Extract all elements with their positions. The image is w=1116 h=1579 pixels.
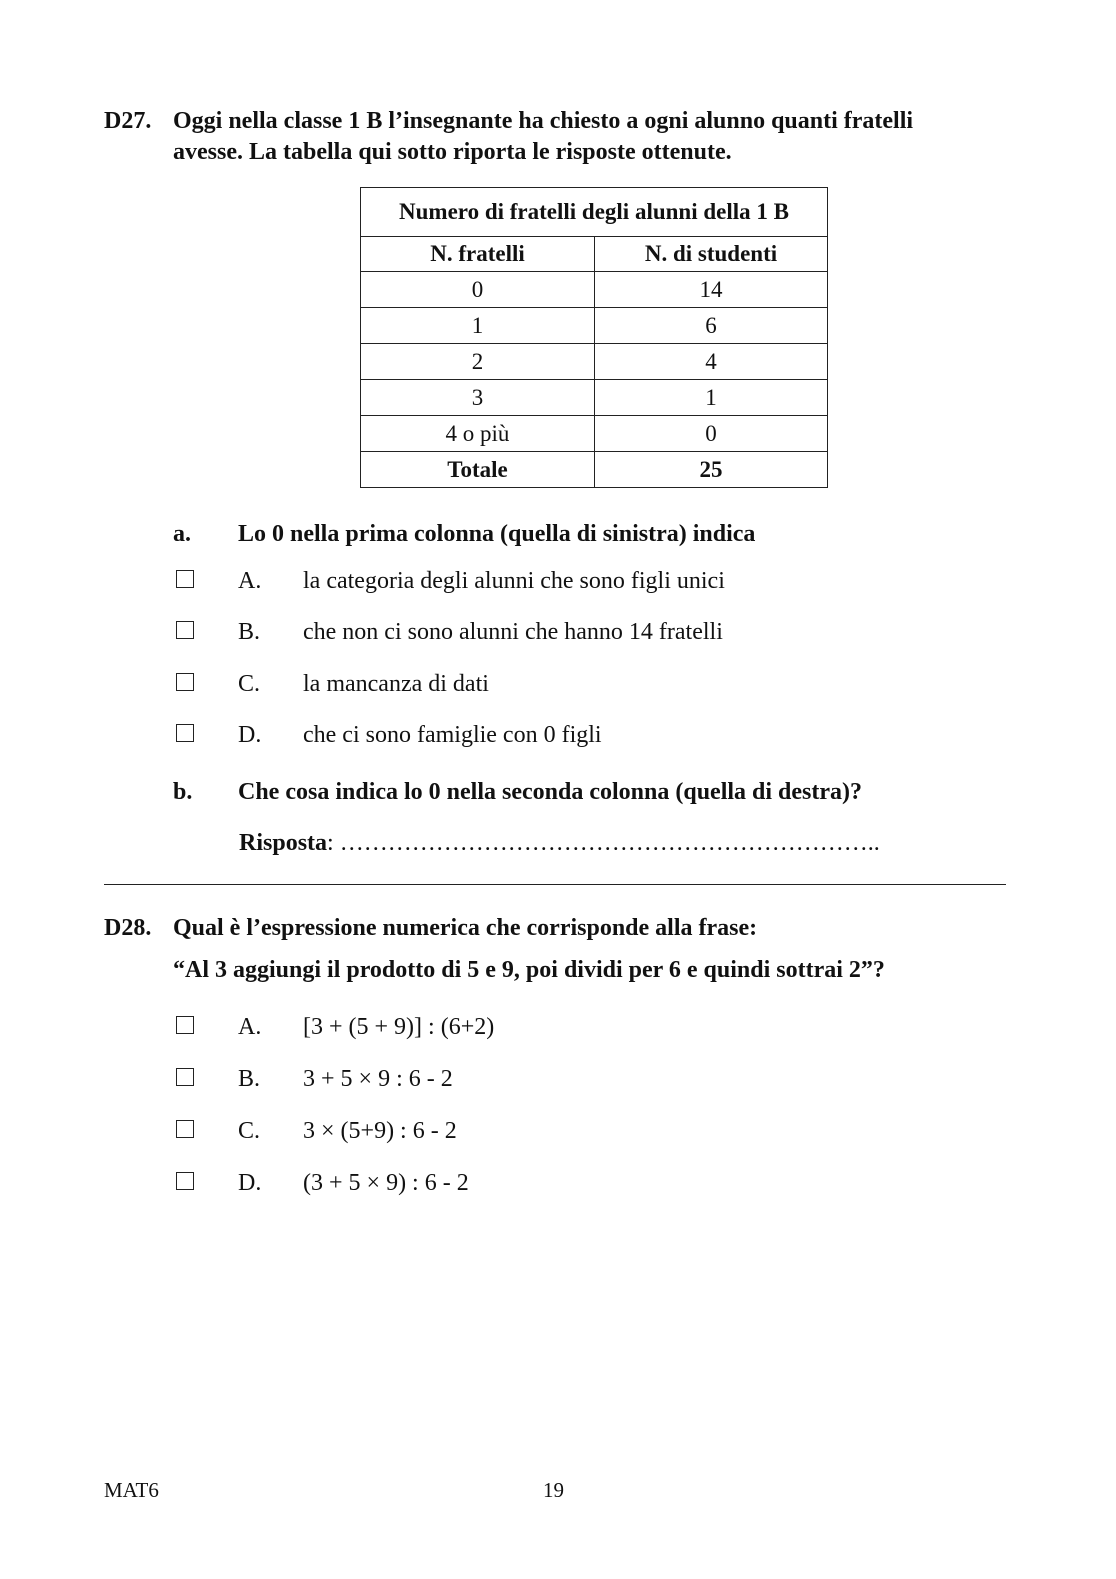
option-a-checkbox[interactable]: [176, 570, 194, 588]
answer-field[interactable]: [239, 830, 880, 857]
option-d-checkbox[interactable]: [176, 724, 194, 742]
table-total-row: [361, 452, 828, 488]
table-cell: 3: [361, 380, 595, 416]
option-letter: B.: [238, 1066, 261, 1092]
option-d-checkbox[interactable]: [176, 1172, 194, 1190]
option-text: 3 × (5+9) : 6 - 2: [303, 1118, 457, 1144]
table-total-label: Totale: [361, 452, 595, 488]
table-cell: 2: [361, 344, 595, 380]
option-b-checkbox[interactable]: [176, 1068, 194, 1086]
option-text: la categoria degli alunni che sono figli unici: [303, 568, 725, 594]
option-text: la mancanza di dati: [303, 671, 489, 697]
question-d28-line1: Qual è l’espressione numerica che corrisponde alla frase:: [173, 915, 758, 941]
table-row: [361, 344, 828, 380]
question-d27-line2: avesse. La tabella qui sotto riporta le risposte ottenute.: [173, 139, 732, 165]
part-a-question: Lo 0 nella prima colonna (quella di sinistra) indica: [238, 521, 756, 547]
table-cell: 1: [361, 308, 595, 344]
table-cell: 6: [595, 308, 828, 344]
page-number: 19: [543, 1478, 564, 1502]
option-text: 3 + 5 × 9 : 6 - 2: [303, 1066, 453, 1092]
siblings-table: [360, 187, 828, 488]
option-text: che ci sono famiglie con 0 figli: [303, 722, 602, 748]
option-letter: C.: [238, 1118, 261, 1144]
table-cell: 0: [595, 416, 828, 452]
table-row: [361, 380, 828, 416]
question-d28-line2: “Al 3 aggiungi il prodotto di 5 e 9, poi dividi per 6 e quindi sottrai 2”?: [173, 957, 885, 983]
part-b-question: Che cosa indica lo 0 nella seconda colonna (quella di destra)?: [238, 779, 863, 805]
option-c-checkbox[interactable]: [176, 1120, 194, 1138]
option-letter: A.: [238, 1014, 262, 1040]
table-header-students: N. di studenti: [595, 237, 828, 272]
option-letter: D.: [238, 722, 262, 748]
option-letter: C.: [238, 671, 261, 697]
table-header-siblings: N. fratelli: [361, 237, 595, 272]
table-cell: 4: [595, 344, 828, 380]
table-cell: 0: [361, 272, 595, 308]
table-row: [361, 416, 828, 452]
section-divider: [104, 884, 1006, 885]
question-number-d28: D28.: [104, 915, 152, 941]
option-text: [3 + (5 + 9)] : (6+2): [303, 1014, 495, 1040]
option-b-checkbox[interactable]: [176, 621, 194, 639]
answer-label: Risposta: [239, 830, 328, 856]
booklet-code: MAT6: [104, 1478, 159, 1502]
table-cell: 4 o più: [361, 416, 595, 452]
option-text: (3 + 5 × 9) : 6 - 2: [303, 1170, 469, 1196]
question-d27-line1: Oggi nella classe 1 B l’insegnante ha chiesto a ogni alunno quanti fratelli: [173, 108, 914, 134]
part-a-label: a.: [173, 521, 191, 547]
option-letter: B.: [238, 619, 261, 645]
table-total-value: 25: [595, 452, 828, 488]
option-a-checkbox[interactable]: [176, 1016, 194, 1034]
question-number-d27: D27.: [104, 108, 152, 134]
table-caption: Numero di fratelli degli alunni della 1 B: [361, 188, 828, 237]
table-cell: 14: [595, 272, 828, 308]
option-c-checkbox[interactable]: [176, 673, 194, 691]
option-letter: D.: [238, 1170, 262, 1196]
table-cell: 1: [595, 380, 828, 416]
table-row: [361, 272, 828, 308]
part-b-label: b.: [173, 779, 193, 805]
option-letter: A.: [238, 568, 262, 594]
answer-dotted-line: : …………………………………………………………..: [327, 830, 880, 856]
option-text: che non ci sono alunni che hanno 14 fratelli: [303, 619, 723, 645]
table-row: [361, 308, 828, 344]
